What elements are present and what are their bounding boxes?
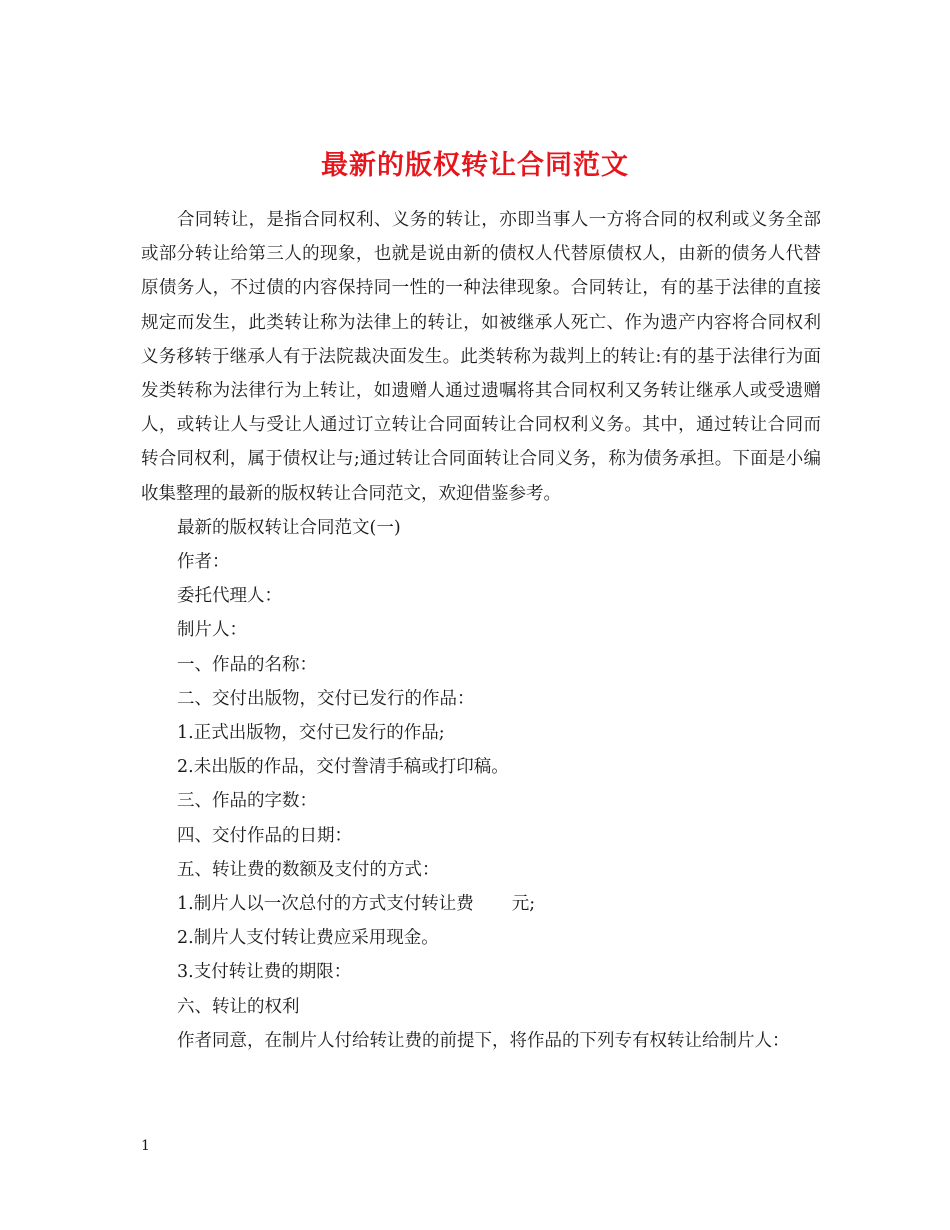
- clause-fee: 五、转让费的数额及支付的方式：: [177, 859, 440, 880]
- producer-field: 制片人：: [177, 620, 247, 641]
- clause-fee-item-3: 3.支付转让费的期限：: [177, 962, 352, 983]
- document-body: [141, 203, 821, 1058]
- clause-delivery-item-1: 1.正式出版物，交付已发行的作品;: [177, 723, 445, 744]
- clause-work-name: 一、作品的名称：: [177, 654, 317, 675]
- agent-field: 委托代理人：: [177, 586, 282, 607]
- clause-rights: 六、转让的权利: [177, 996, 300, 1017]
- clause-delivery-item-2: 2.未出版的作品，交付誊清手稿或打印稿。: [177, 757, 509, 778]
- clause-delivery-date: 四、交付作品的日期：: [177, 825, 352, 846]
- section-heading: 最新的版权转让合同范文(一): [177, 517, 401, 538]
- clause-rights-text: 作者同意，在制片人付给转让费的前提下，将作品的下列专有权转让给制片人：: [177, 1030, 790, 1051]
- clause-word-count: 三、作品的字数：: [177, 791, 317, 812]
- author-field: 作者：: [177, 552, 230, 573]
- fee-line-suffix: 元;: [511, 894, 536, 915]
- clause-fee-item-2: 2.制片人支付转让费应采用现金。: [177, 928, 439, 949]
- document-title: 最新的版权转让合同范文: [321, 150, 629, 182]
- clause-fee-item-1: [141, 887, 821, 921]
- intro-paragraph: 合同转让，是指合同权利、义务的转让，亦即当事人一方将合同的权利或义务全部或部分转让给第三人的现象，也就是说由新的债权人代替原债权人，由新的债务人代替原债务人，不过债的内容保持同一性的一种法律现象。合同转让，有的基于法律的直接规定而发生，此类转让称为法律上的转让，如被继承人死亡、作为遗产内容将合同权利义务移转于继承人有于法院裁决面发生。此类转称为裁判上的转让:有的基于法律行为面发类转称为法律行为上转让，如遗赠人通过遗嘱将其合同权利又务转让继承人或受遗赠人，或转让人与受让人通过订立转让合同面转让合同权利义务。其中，通过转让合同而转合同权利，属于债权让与;通过转让合同面转让合同义务，称为债务承担。下面是小编收集整理的最新的版权转让合同范文，欢迎借鉴参考。: [141, 210, 821, 504]
- fee-line-prefix: 1.制片人以一次总付的方式支付转让费: [177, 894, 474, 915]
- page-number: 1: [141, 1138, 150, 1154]
- clause-delivery: 二、交付出版物，交付已发行的作品：: [177, 688, 475, 709]
